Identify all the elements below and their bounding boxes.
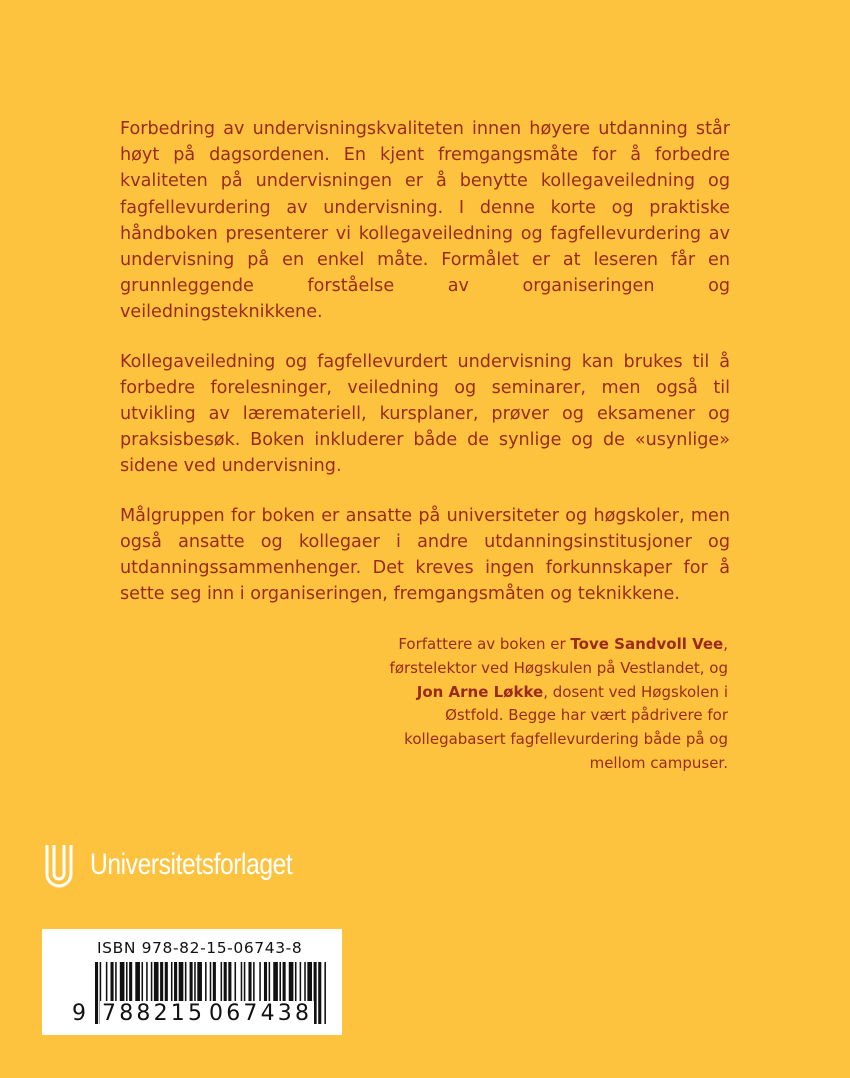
blurb-paragraph-3: Målgruppen for boken er ansatte på universiteter og høgskoler, men også ansatte og kollegaer i andre utdanningsinstitusjoner og utdanningssammenhenger. Det kreves ingen forkunnskaper for å sette seg inn i organiseringen, fremgangsmåten og teknikkene.	[120, 505, 730, 605]
isbn-label: ISBN 978-82-15-06743-8	[97, 939, 303, 957]
barcode-digits-right: 067438	[209, 1001, 313, 1026]
author-1-role: , førstelektor ved Høgskulen på Vestlandet, og	[389, 635, 728, 677]
publisher-name: Universitetsforlaget	[90, 848, 293, 881]
author-note-lead: Forfattere av boken er	[398, 635, 571, 653]
barcode-digits-left: 788215	[102, 1001, 206, 1026]
bookmark-u-logo-icon	[42, 842, 76, 888]
blurb-paragraph-1: Forbedring av undervisningskvaliteten innen høyere utdanning står høyt på dagsordenen. En kjent fremgangsmåte for å forbedre kvaliteten på undervisningen er å benytte kollegaveiledning og fagfellevurdering av undervisning. I denne korte og praktiske håndboken presenterer vi kollegaveiledning og fagfellevurdering av undervisning på en enkel måte. Formålet er at leseren får en grunnleggende forståelse av organiseringen og veiledningsteknikkene.	[120, 119, 730, 323]
barcode-digit-first: 9	[72, 1001, 86, 1026]
author-name-1: Tove Sandvoll Vee	[570, 635, 724, 653]
isbn-barcode	[42, 929, 342, 1035]
author-name-2: Jon Arne Løkke	[416, 682, 544, 701]
author-note-closing: , dosent ved Høgskolen i Østfold. Begge har vært pådrivere for kollegabasert fagfellevurdering både på og mellom campuser.	[404, 682, 728, 772]
back-cover-blurb	[120, 116, 730, 630]
author-note	[370, 633, 728, 776]
blurb-paragraph-2: Kollegaveiledning og fagfellevurdert undervisning kan brukes til å forbedre forelesninger, veiledning og seminarer, men også til utvikling av læremateriell, kursplaner, prøver og eksamener og praksisbesøk. Boken inkluderer både de synlige og de «usynlige» sidene ved undervisning.	[120, 351, 730, 477]
publisher-logo	[42, 842, 337, 888]
